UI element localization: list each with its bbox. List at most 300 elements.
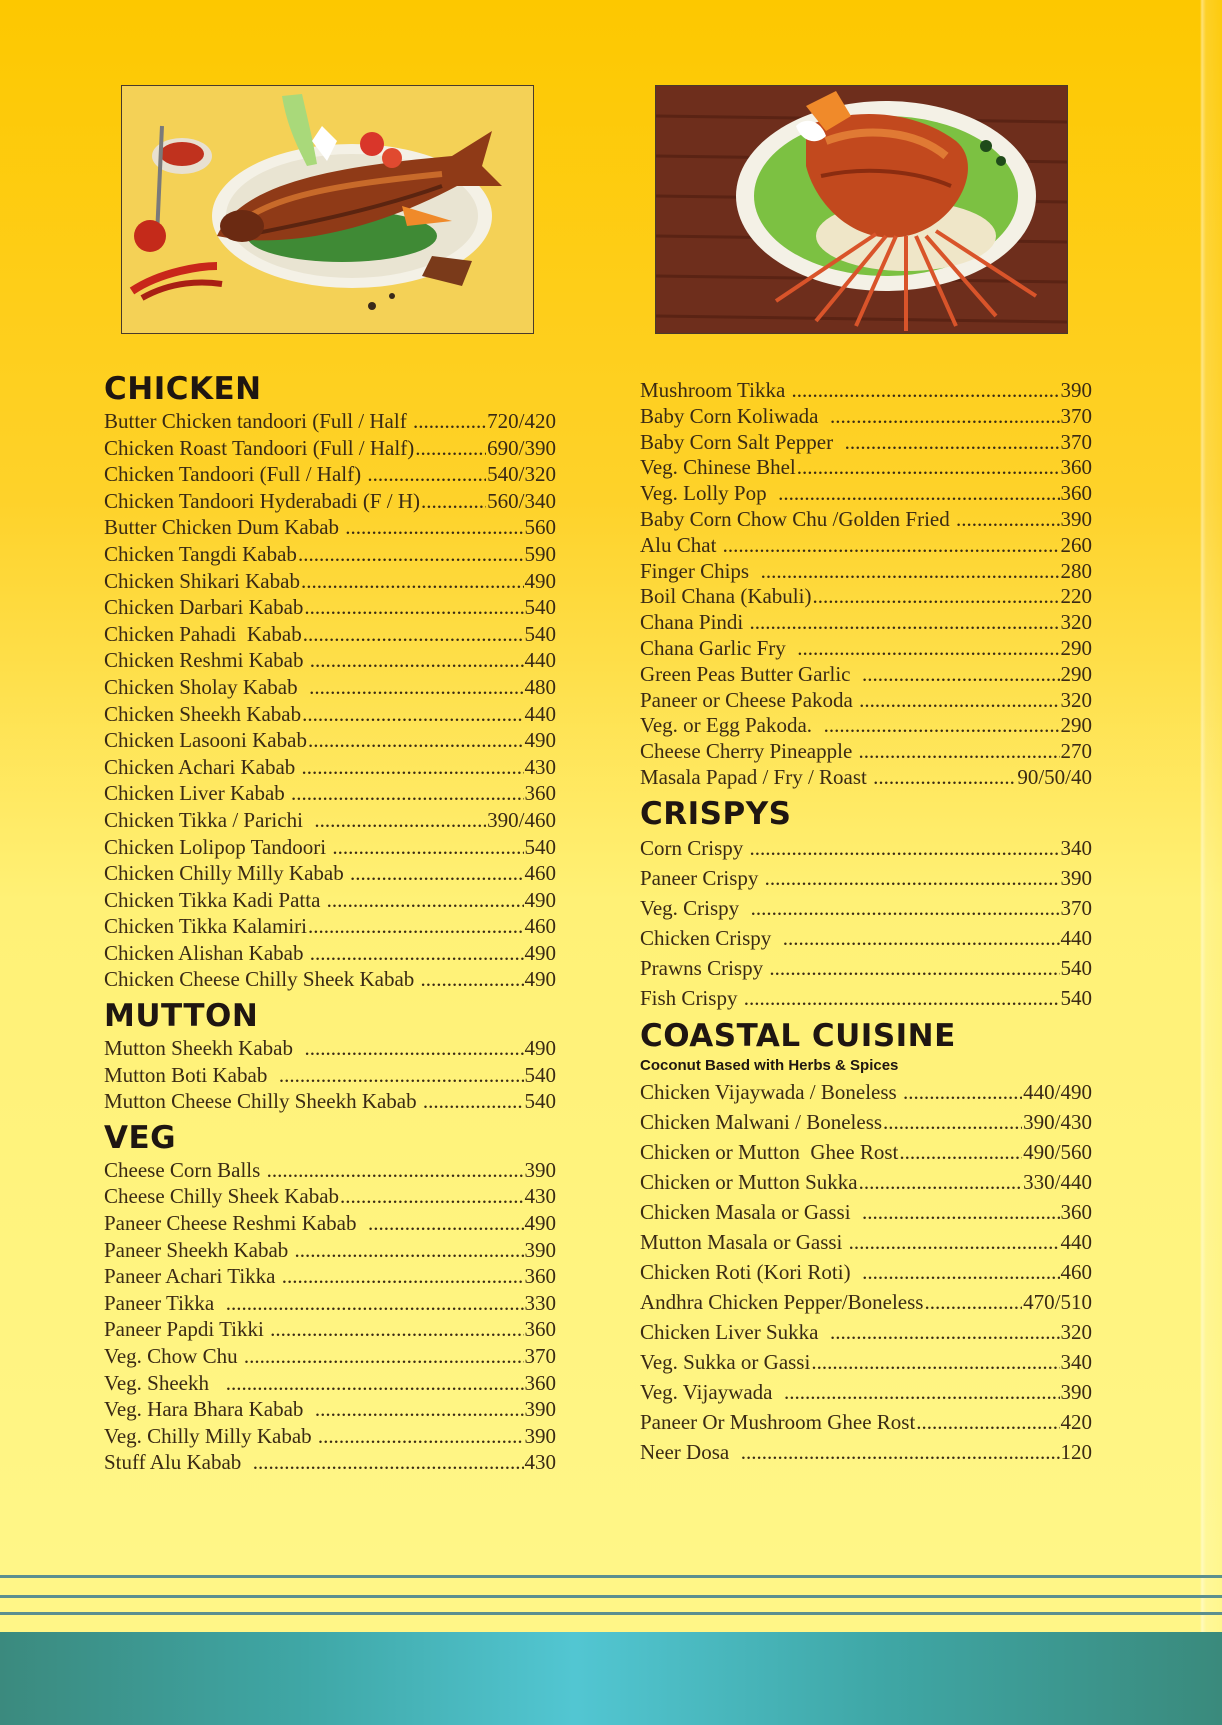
menu-item-name: Veg. Sukka or Gassi (640, 1349, 811, 1374)
menu-item-price: 440 (1060, 925, 1092, 950)
menu-item-leader-dots (859, 1167, 1023, 1197)
lobster-photo (655, 85, 1068, 334)
menu-item-name: Chicken Sheekh Kabab (104, 701, 302, 726)
menu-item (104, 1290, 556, 1317)
menu-item-leader-dots (765, 863, 1060, 893)
menu-item-leader-dots (304, 594, 523, 621)
lobster-image (656, 86, 1067, 333)
menu-item-name: Chicken Roast Tandoori (Full / Half) (104, 435, 415, 460)
menu-item-name: Paneer Achari Tikka (104, 1264, 281, 1289)
menu-item-leader-dots (845, 430, 1060, 456)
menu-item-leader-dots (413, 408, 486, 435)
menu-item-price: 540 (1060, 955, 1092, 980)
menu-item-price: 390/430 (1023, 1109, 1092, 1134)
menu-item (104, 1263, 556, 1290)
menu-item (640, 1317, 1092, 1347)
menu-item (104, 1183, 556, 1210)
menu-item-leader-dots (303, 621, 524, 648)
menu-item-name: Chicken Shikari Kabab (104, 568, 300, 593)
menu-item-name: Baby Corn Chow Chu /Golden Fried (640, 506, 955, 531)
menu-item-leader-dots (423, 1088, 524, 1115)
menu-item-price: 320 (1060, 1319, 1092, 1344)
menu-item-price: 290 (1060, 713, 1092, 738)
menu-item-leader-dots (309, 674, 523, 701)
menu-item (640, 1347, 1092, 1377)
menu-item-name: Chicken Reshmi Kabab (104, 648, 309, 673)
menu-item-price: 390 (1060, 865, 1092, 890)
menu-item-name: Chicken Vijaywada / Boneless (640, 1079, 902, 1104)
menu-item (640, 1227, 1092, 1257)
menu-item-price: 390 (1060, 378, 1092, 402)
menu-item-price: 360 (524, 1264, 556, 1289)
menu-item-name: Masala Papad / Fry / Roast (640, 764, 873, 789)
menu-item-price: 120 (1060, 1439, 1092, 1464)
veg-heading: VEG (104, 1119, 177, 1156)
chicken-heading: CHICKEN (104, 371, 262, 407)
menu-item-name: Chicken Crispy (640, 925, 782, 950)
menu-item-name: Neer Dosa (640, 1439, 740, 1464)
menu-item-price: 480 (524, 674, 556, 699)
menu-item-price: 390 (1060, 506, 1092, 531)
menu-item-leader-dots (792, 378, 1060, 404)
menu-item-leader-dots (761, 559, 1060, 585)
menu-item-price: 390 (524, 1397, 556, 1422)
menu-item (104, 834, 556, 861)
menu-item (640, 833, 1092, 863)
menu-item-name: Chana Garlic Fry (640, 635, 797, 660)
menu-item-leader-dots (797, 636, 1059, 662)
menu-item-leader-dots (295, 1237, 524, 1264)
menu-item-price: 320 (1060, 610, 1092, 635)
menu-item (640, 1197, 1092, 1227)
menu-item (640, 378, 1092, 404)
right-menu-column (640, 378, 1092, 1467)
menu-item-name: Cheese Chilly Sheek Kabab (104, 1184, 340, 1209)
menu-item-name: Corn Crispy (640, 835, 749, 860)
menu-item (104, 461, 556, 488)
footer-band (0, 1632, 1222, 1725)
menu-item-name: Chicken Liver Kabab (104, 781, 291, 806)
menu-item-leader-dots (750, 833, 1060, 863)
menu-item-leader-dots (859, 739, 1060, 765)
menu-item-price: 390 (1060, 1379, 1092, 1404)
menu-item-price: 490 (524, 728, 556, 753)
menu-item-price: 690/390 (487, 435, 556, 460)
coastal-cuisine-heading: COASTAL CUISINE (640, 1017, 956, 1054)
menu-item-price: 560/340 (487, 488, 556, 513)
menu-item-name: Veg. Chow Chu (104, 1344, 243, 1368)
menu-item (640, 533, 1092, 559)
menu-item-price: 720/420 (487, 409, 556, 433)
menu-item-name: Finger Chips (640, 558, 760, 583)
menu-item-name: Veg. Hara Bhara Kabab (104, 1397, 314, 1422)
menu-item (104, 727, 556, 754)
chicken-section (104, 370, 556, 993)
menu-item-name: Mutton Boti Kabab (104, 1062, 278, 1087)
menu-item-price: 540 (524, 1062, 556, 1087)
menu-item-name: Chicken Cheese Chilly Sheek Kabab (104, 967, 420, 992)
menu-item-price: 490 (524, 1211, 556, 1236)
menu-item-price: 360 (524, 781, 556, 806)
menu-item (104, 1370, 556, 1397)
menu-item-leader-dots (298, 541, 524, 568)
menu-item (104, 594, 556, 621)
menu-item (640, 983, 1092, 1013)
menu-item (640, 1077, 1092, 1107)
menu-item-leader-dots (308, 727, 524, 754)
menu-item-name: Chicken Sholay Kabab (104, 674, 309, 699)
menu-item-price: 390 (524, 1157, 556, 1182)
menu-item-price: 280 (1060, 558, 1092, 583)
menu-item-price: 90/50/40 (1017, 764, 1092, 789)
menu-item-leader-dots (797, 455, 1060, 481)
menu-item-leader-dots (750, 610, 1060, 636)
menu-item-leader-dots (304, 1035, 523, 1062)
menu-item (104, 1062, 556, 1089)
menu-item-price: 590 (524, 541, 556, 566)
menu-item-price: 260 (1060, 532, 1092, 557)
menu-item-name: Veg. Chinese Bhel (640, 455, 796, 480)
menu-item (104, 647, 556, 674)
menu-item (640, 1437, 1092, 1467)
menu-item-leader-dots (314, 807, 486, 834)
grilled-fish-image (122, 86, 533, 333)
menu-item-leader-dots (302, 754, 524, 781)
grilled-fish-photo (121, 85, 534, 334)
menu-item-leader-dots (253, 1449, 524, 1476)
menu-item-name: Chicken Roti (Kori Roti) (640, 1259, 862, 1284)
menu-item-price: 460 (1060, 1259, 1092, 1284)
menu-item-leader-dots (367, 461, 486, 488)
menu-item-name: Mutton Masala or Gassi (640, 1229, 848, 1254)
menu-item-leader-dots (783, 923, 1060, 953)
menu-item-leader-dots (345, 514, 523, 541)
menu-item-leader-dots (302, 701, 523, 728)
menu-item-price: 540 (1060, 985, 1092, 1010)
menu-item-price: 270 (1060, 739, 1092, 764)
menu-item-name: Andhra Chicken Pepper/Boneless (640, 1289, 924, 1314)
menu-item (640, 1377, 1092, 1407)
menu-item (640, 559, 1092, 585)
menu-item-name: Paneer or Cheese Pakoda (640, 687, 859, 712)
menu-item-leader-dots (862, 1257, 1059, 1287)
menu-item (104, 435, 556, 462)
menu-item (640, 739, 1092, 765)
veg-items (104, 1157, 556, 1476)
menu-item-leader-dots (291, 780, 523, 807)
menu-item-leader-dots (744, 983, 1060, 1013)
mutton-items (104, 1035, 556, 1115)
menu-item-name: Chicken Malwani / Boneless (640, 1109, 883, 1134)
menu-item-leader-dots (830, 1317, 1060, 1347)
menu-item-name: Chicken Pahadi Kabab (104, 621, 302, 646)
menu-item-price: 320 (1060, 687, 1092, 712)
menu-item-name: Chicken Chilly Milly Kabab (104, 861, 349, 886)
menu-item-leader-dots (873, 765, 1016, 791)
menu-item-leader-dots (421, 966, 524, 993)
menu-item (640, 893, 1092, 923)
menu-item-price: 440/490 (1023, 1079, 1092, 1104)
menu-item-leader-dots (924, 1287, 1022, 1317)
menu-item (104, 1449, 556, 1476)
menu-item-name: Chana Pindi (640, 610, 749, 635)
menu-item (104, 621, 556, 648)
menu-item-leader-dots (350, 860, 524, 887)
menu-item-name: Green Peas Butter Garlic (640, 661, 862, 686)
menu-item-price: 430 (524, 1450, 556, 1475)
menu-item-leader-dots (784, 1377, 1060, 1407)
menu-item-price: 460 (524, 914, 556, 939)
menu-item-name: Chicken Masala or Gassi (640, 1199, 862, 1224)
mutton-heading: MUTTON (104, 998, 259, 1035)
menu-item-leader-dots (279, 1062, 524, 1089)
menu-item (104, 408, 556, 435)
veg-continued-items (640, 378, 1092, 791)
menu-item (104, 514, 556, 541)
crispys-section (640, 795, 1092, 1013)
crispys-heading: CRISPYS (640, 795, 792, 832)
menu-item-name: Butter Chicken Dum Kabab (104, 515, 345, 540)
menu-item-price: 360 (1060, 481, 1092, 506)
chicken-items (104, 408, 556, 993)
decorative-stripe-2 (0, 1595, 1222, 1598)
menu-item-name: Veg. Sheekh (104, 1370, 225, 1395)
menu-item (640, 584, 1092, 610)
menu-item-price: 220 (1060, 584, 1092, 609)
menu-item-name: Chicken or Mutton Ghee Rost (640, 1139, 899, 1164)
menu-item-name: Prawns Crispy (640, 955, 769, 980)
veg-section (104, 1119, 556, 1476)
veg-continued-section (640, 378, 1092, 791)
menu-item (640, 688, 1092, 714)
menu-item (104, 674, 556, 701)
menu-item-price: 540 (524, 595, 556, 620)
menu-item-price: 390/460 (487, 807, 556, 832)
decorative-stripe-3 (0, 1612, 1222, 1615)
menu-item-leader-dots (899, 1137, 1022, 1167)
menu-item-name: Veg. or Egg Pakoda. (640, 713, 823, 738)
menu-item-price: 430 (524, 754, 556, 779)
menu-item-name: Chicken Tikka Kadi Patta (104, 887, 326, 912)
menu-item-price: 360 (1060, 1199, 1092, 1224)
menu-item (640, 1137, 1092, 1167)
menu-item (640, 713, 1092, 739)
menu-item-name: Boil Chana (Kabuli) (640, 584, 812, 609)
menu-item (640, 481, 1092, 507)
menu-item (640, 455, 1092, 481)
menu-item-price: 490 (524, 568, 556, 593)
menu-item (640, 863, 1092, 893)
menu-item-name: Cheese Cherry Pineapple (640, 739, 858, 764)
menu-item-price: 440 (1060, 1229, 1092, 1254)
crispys-items (640, 833, 1092, 1013)
menu-item-name: Paneer Sheekh Kabab (104, 1237, 294, 1262)
menu-item (104, 940, 556, 967)
menu-item-leader-dots (327, 887, 524, 914)
menu-item-name: Chicken Achari Kabab (104, 754, 301, 779)
menu-item-price: 330 (524, 1290, 556, 1315)
menu-item-price: 440 (524, 701, 556, 726)
menu-item-price: 290 (1060, 635, 1092, 660)
menu-item (104, 887, 556, 914)
menu-item-price: 370 (1060, 895, 1092, 920)
menu-item-leader-dots (415, 435, 486, 462)
menu-item-leader-dots (226, 1290, 524, 1317)
menu-item (104, 541, 556, 568)
menu-item-name: Paneer Crispy (640, 865, 764, 890)
menu-item-leader-dots (308, 913, 524, 940)
menu-item-leader-dots (315, 1396, 524, 1423)
menu-item-price: 370 (1060, 429, 1092, 454)
menu-item-price: 370 (1060, 403, 1092, 428)
page-edge-highlight (1200, 0, 1222, 1725)
menu-item-leader-dots (310, 647, 524, 674)
menu-item-price: 420 (1060, 1409, 1092, 1434)
menu-item (104, 913, 556, 940)
menu-item-price: 340 (1060, 1349, 1092, 1374)
menu-item-leader-dots (811, 1347, 1059, 1377)
menu-item (104, 780, 556, 807)
menu-item (640, 507, 1092, 533)
menu-item-name: Mushroom Tikka (640, 378, 791, 402)
menu-item (104, 1423, 556, 1450)
menu-item-price: 430 (524, 1184, 556, 1209)
menu-item-leader-dots (340, 1183, 523, 1210)
coastal-cuisine-subheading: Coconut Based with Herbs & Spices (640, 1056, 899, 1074)
menu-item-leader-dots (830, 404, 1060, 430)
menu-item-name: Chicken Alishan Kabab (104, 940, 309, 965)
menu-item-leader-dots (862, 662, 1059, 688)
menu-item (640, 923, 1092, 953)
menu-item-leader-dots (849, 1227, 1060, 1257)
menu-item-name: Baby Corn Koliwada (640, 403, 829, 428)
menu-item-name: Cheese Corn Balls (104, 1157, 266, 1182)
menu-item-price: 330/440 (1023, 1169, 1092, 1194)
menu-item (640, 1107, 1092, 1137)
menu-item-name: Chicken Darbari Kabab (104, 595, 304, 620)
menu-item-name: Chicken Tikka Kalamiri (104, 914, 307, 939)
menu-item-leader-dots (368, 1210, 523, 1237)
menu-item-price: 540 (524, 1089, 556, 1114)
menu-item-price: 360 (524, 1370, 556, 1395)
menu-item-price: 540 (524, 834, 556, 859)
menu-item (640, 1167, 1092, 1197)
menu-item-price: 360 (524, 1317, 556, 1342)
menu-item-price: 360 (1060, 455, 1092, 480)
menu-item (104, 488, 556, 515)
menu-item (104, 1316, 556, 1343)
menu-item-leader-dots (859, 688, 1059, 714)
menu-item (104, 966, 556, 993)
menu-item (104, 754, 556, 781)
menu-item-price: 540 (524, 621, 556, 646)
coastal-items (640, 1077, 1092, 1467)
menu-item-leader-dots (723, 533, 1060, 559)
menu-item-name: Paneer Or Mushroom Ghee Rost (640, 1409, 916, 1434)
menu-item-name: Butter Chicken tandoori (Full / Half (104, 409, 412, 433)
menu-item (104, 1157, 556, 1184)
menu-item-name: Paneer Papdi Tikki (104, 1317, 270, 1342)
menu-item-leader-dots (282, 1263, 524, 1290)
menu-item-leader-dots (267, 1157, 524, 1184)
menu-item-name: Paneer Cheese Reshmi Kabab (104, 1211, 368, 1236)
menu-item (104, 701, 556, 728)
menu-item-name: Stuff Alu Kabab (104, 1450, 252, 1475)
menu-item-name: Veg. Crispy (640, 895, 750, 920)
menu-item-price: 460 (524, 861, 556, 886)
menu-item (640, 1407, 1092, 1437)
menu-item (640, 1257, 1092, 1287)
menu-item-price: 390 (524, 1423, 556, 1448)
menu-item-price: 370 (524, 1344, 556, 1368)
menu-item-leader-dots (824, 713, 1060, 739)
menu-item (640, 636, 1092, 662)
menu-item (104, 807, 556, 834)
menu-item-name: Chicken or Mutton Sukka (640, 1169, 858, 1194)
menu-item-name: Paneer Tikka (104, 1290, 225, 1315)
menu-item-name: Chicken Lolipop Tandoori (104, 834, 332, 859)
menu-item (104, 860, 556, 887)
menu-item-name: Mutton Sheekh Kabab (104, 1036, 304, 1061)
menu-item-price: 540/320 (487, 462, 556, 487)
menu-item-leader-dots (318, 1423, 524, 1450)
menu-item-leader-dots (310, 940, 524, 967)
menu-item (104, 1088, 556, 1115)
menu-item (104, 568, 556, 595)
menu-item-name: Chicken Tikka / Parichi (104, 807, 314, 832)
menu-item-price: 340 (1060, 835, 1092, 860)
menu-item-leader-dots (270, 1316, 523, 1343)
menu-item (640, 662, 1092, 688)
menu-item-name: Veg. Lolly Pop (640, 481, 778, 506)
menu-item-price: 490 (524, 967, 556, 992)
menu-item (104, 1035, 556, 1062)
menu-item-name: Chicken Tandoori Hyderabadi (F / H) (104, 488, 420, 513)
menu-item-price: 490 (524, 887, 556, 912)
menu-item-price: 440 (524, 648, 556, 673)
menu-item-name: Mutton Cheese Chilly Sheekh Kabab (104, 1089, 422, 1114)
menu-item-name: Chicken Liver Sukka (640, 1319, 829, 1344)
menu-item-leader-dots (741, 1437, 1060, 1467)
menu-item-name: Chicken Tandoori (Full / Half) (104, 462, 367, 487)
menu-item-price: 490 (524, 940, 556, 965)
menu-item (640, 1287, 1092, 1317)
menu-item-leader-dots (956, 507, 1060, 533)
menu-item-name: Veg. Chilly Milly Kabab (104, 1423, 317, 1448)
menu-item-price: 490/560 (1023, 1139, 1092, 1164)
menu-item-name: Veg. Vijaywada (640, 1379, 783, 1404)
mutton-section (104, 997, 556, 1115)
menu-item (104, 1237, 556, 1264)
menu-item-leader-dots (332, 834, 523, 861)
menu-item (104, 1396, 556, 1423)
menu-item-leader-dots (301, 568, 524, 595)
menu-item-leader-dots (916, 1407, 1059, 1437)
menu-item-leader-dots (903, 1077, 1022, 1107)
menu-item-leader-dots (883, 1107, 1022, 1137)
menu-item-leader-dots (226, 1370, 524, 1397)
menu-item-leader-dots (769, 953, 1059, 983)
menu-item-name: Chicken Tangdi Kabab (104, 541, 297, 566)
menu-item (640, 953, 1092, 983)
menu-item-leader-dots (751, 893, 1060, 923)
menu-item-name: Baby Corn Salt Pepper (640, 429, 844, 454)
menu-item-name: Fish Crispy (640, 985, 743, 1010)
menu-item-leader-dots (812, 584, 1059, 610)
menu-item-price: 390 (524, 1237, 556, 1262)
decorative-stripe-1 (0, 1575, 1222, 1578)
menu-item (640, 765, 1092, 791)
